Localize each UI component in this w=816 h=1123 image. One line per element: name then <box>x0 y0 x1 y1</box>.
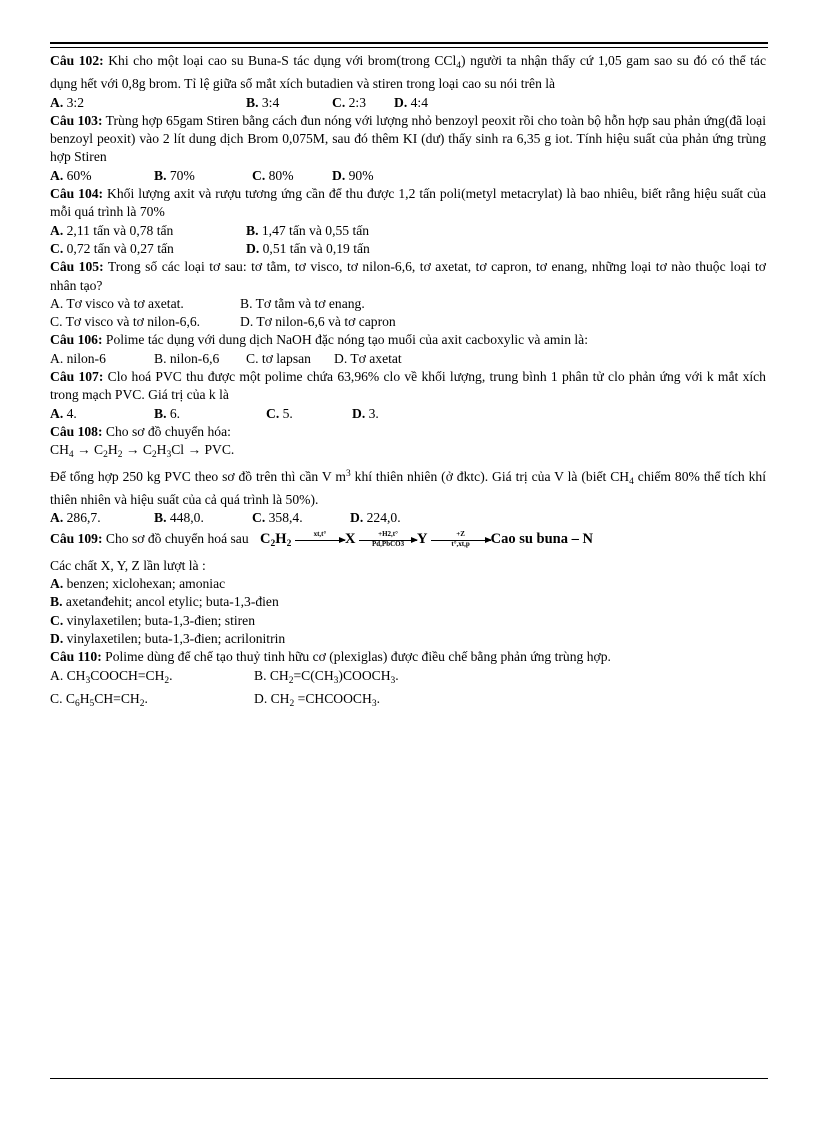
formula-part: . <box>376 690 380 706</box>
subscript: 2 <box>286 539 292 550</box>
question-number: Câu 104: <box>50 186 104 202</box>
option-letter: C. <box>252 167 266 183</box>
arrow-condition: t°,xt,p <box>451 540 470 549</box>
formula-part: C <box>62 690 75 706</box>
option-text: Tơ visco và tơ nilon-6,6. <box>62 314 201 330</box>
option-a[interactable] <box>50 405 154 423</box>
option-letter: D. <box>246 240 260 256</box>
question-number: Câu 108: <box>50 423 103 439</box>
options-108 <box>50 509 766 527</box>
option-d[interactable] <box>246 240 370 258</box>
subscript: 2 <box>270 539 276 550</box>
formula-part: COOCH=CH <box>90 667 165 683</box>
compound-x: X <box>344 531 356 548</box>
option-letter: A. <box>50 405 64 421</box>
option-c[interactable] <box>252 509 350 527</box>
subscript: 2 <box>103 450 108 461</box>
options-105-cd <box>50 313 766 331</box>
option-text: nilon-6 <box>63 350 106 366</box>
question-text: Cho sơ đồ chuyển hoá sau <box>102 531 249 547</box>
arrow-condition: +Z <box>456 530 465 539</box>
arrow-1: → <box>73 442 95 458</box>
subscript: 2 <box>117 450 123 461</box>
option-letter: C. <box>50 314 63 330</box>
option-b[interactable] <box>246 222 369 240</box>
arrow-2 <box>359 531 417 549</box>
options-104-ab <box>50 222 766 240</box>
compound-y: Y <box>417 531 427 548</box>
question-109-prompt <box>50 557 766 575</box>
options-106 <box>50 350 766 368</box>
option-a[interactable] <box>50 222 246 240</box>
option-a[interactable] <box>50 667 254 690</box>
option-letter: D. <box>332 167 346 183</box>
option-text: nilon-6,6 <box>166 350 220 366</box>
option-c[interactable] <box>50 240 246 258</box>
option-letter: B. <box>154 350 167 366</box>
arrow-condition: +H2,t° <box>378 530 398 539</box>
formula-part: H <box>79 690 90 706</box>
conversion-scheme <box>260 530 593 550</box>
option-b[interactable] <box>246 94 332 112</box>
question-104 <box>50 185 766 222</box>
option-letter: C. <box>50 240 64 256</box>
option-d[interactable] <box>394 94 428 112</box>
option-text: 0,72 tấn và 0,27 tấn <box>63 240 174 256</box>
option-text: vinylaxetilen; buta-1,3-đien; stiren <box>63 612 255 628</box>
question-number: Câu 103: <box>50 112 103 128</box>
option-letter: D. <box>254 690 268 706</box>
formula-pvc: PVC. <box>204 442 235 458</box>
question-text: Polime tác dụng với dung dịch NaOH đặc nóng tạo muối của axit cacboxylic và amin là: <box>102 332 588 348</box>
option-text: 224,0. <box>363 510 401 526</box>
question-text: ) người ta nhận thấy cứ 1,05 gam sao su đó có thể tác dụng hết với 0,8g brom. Tỉ lệ giữa số mắt xích butadien và stiren trong loại cao su nói trên là <box>50 53 767 92</box>
question-105 <box>50 258 766 295</box>
option-letter: D. <box>394 94 408 110</box>
question-110 <box>50 648 766 666</box>
options-104-cd <box>50 240 766 258</box>
option-letter: B. <box>154 405 167 421</box>
options-103 <box>50 167 766 185</box>
formula-part: )COOCH <box>338 667 391 683</box>
option-letter: C. <box>50 612 64 628</box>
option-letter: D. <box>240 314 254 330</box>
formula-part: CH <box>267 690 290 706</box>
option-letter: B. <box>154 510 167 526</box>
option-letter: A. <box>50 350 64 366</box>
formula-c2h2: C <box>94 442 104 458</box>
option-text: 60% <box>63 167 92 183</box>
option-c[interactable] <box>252 167 332 185</box>
formula-part: =CHCOOCH <box>294 690 372 706</box>
arrow-1 <box>295 531 345 549</box>
formula-ch4: CH <box>50 442 69 458</box>
options-105-ab <box>50 295 766 313</box>
options-110-ab <box>50 667 766 690</box>
question-108 <box>50 423 766 441</box>
option-d[interactable] <box>332 167 374 185</box>
option-b[interactable] <box>240 295 365 313</box>
subscript: 5 <box>89 698 95 709</box>
subscript: 2 <box>288 675 294 686</box>
formula-c2h3cl: C <box>142 442 152 458</box>
option-b[interactable] <box>154 509 252 527</box>
options-110-cd <box>50 690 766 713</box>
option-letter: D. <box>50 630 64 646</box>
option-text: 358,4. <box>265 510 303 526</box>
option-d[interactable] <box>334 350 402 368</box>
subscript: 2 <box>164 675 170 686</box>
question-text: Khi cho một loại cao su Buna-S tác dụng với brom(trong CCl <box>103 53 457 68</box>
question-number: Câu 107: <box>50 369 104 385</box>
option-d[interactable] <box>240 313 396 331</box>
option-letter: A. <box>50 167 64 183</box>
question-108-body <box>50 465 766 510</box>
page-content <box>50 52 766 713</box>
option-letter: A. <box>50 510 64 526</box>
question-109 <box>50 530 766 553</box>
option-letter: D. <box>352 405 366 421</box>
formula-part: CH <box>63 667 86 683</box>
question-106 <box>50 331 766 349</box>
option-letter: C. <box>252 510 266 526</box>
question-number: Câu 110: <box>50 649 102 665</box>
options-107 <box>50 405 766 423</box>
formula-c2h2: C <box>260 531 271 548</box>
option-a[interactable] <box>50 350 154 368</box>
formula-part: H <box>275 531 287 548</box>
option-text: Tơ visco và tơ axetat. <box>63 295 184 311</box>
option-text: Tơ nilon-6,6 và tơ capron <box>253 314 396 330</box>
option-text: 0,51 tấn và 0,19 tấn <box>259 240 370 256</box>
arrow-3 <box>431 531 491 549</box>
option-text: 5. <box>279 405 293 421</box>
formula-part: . <box>144 690 148 706</box>
option-letter: C. <box>332 94 346 110</box>
reaction-chain <box>50 441 766 464</box>
options-102 <box>50 94 766 112</box>
option-letter: A. <box>50 667 64 683</box>
option-letter: C. <box>50 690 63 706</box>
question-text: chiếm 80% thể tích khí thiên nhiên và hiệu suất của cả quá trình là 50%). <box>50 468 766 507</box>
option-letter: B. <box>154 167 167 183</box>
option-b[interactable] <box>154 350 246 368</box>
product-rubber: Cao su buna – N <box>490 531 593 548</box>
option-letter: B. <box>240 295 253 311</box>
formula-part: H <box>107 442 118 458</box>
option-c[interactable] <box>266 405 352 423</box>
option-letter: D. <box>350 510 364 526</box>
option-text: Tơ axetat <box>347 350 402 366</box>
option-letter: D. <box>334 350 348 366</box>
option-letter: A. <box>50 576 64 592</box>
option-letter: C. <box>266 405 280 421</box>
option-a[interactable] <box>50 295 240 313</box>
option-text: 4:4 <box>407 94 428 110</box>
subscript: 4 <box>68 450 74 461</box>
question-107 <box>50 368 766 405</box>
option-letter: C. <box>246 350 259 366</box>
option-text: 2,11 tấn và 0,78 tấn <box>63 222 174 238</box>
option-d[interactable] <box>350 509 401 527</box>
formula-part: Cl <box>171 442 185 458</box>
formula-part: . <box>169 667 173 683</box>
option-text: 80% <box>265 167 294 183</box>
subscript: 4 <box>456 61 461 71</box>
superscript: 3 <box>345 468 351 479</box>
question-text: Clo hoá PVC thu được một polime chứa 63,96% clo về khối lượng, trung bình 1 phân tử clo phản ứng với k mắt xích trong mạch PVC. Giá trị của k là <box>50 369 766 403</box>
question-text: Trùng hợp 65gam Stiren bằng cách đun nóng với lượng nhỏ benzoyl peoxit rồi cho toàn bộ hỗn hợp sau phản ứng(đã loại benzoyl peoxit) vào 2 lít dung dịch Brom 0,075M, sau đó thêm KI (dư) thấy sinh ra 6,35 g iot. Tính hiệu suất của phản ứng trùng hợp Stiren <box>50 112 766 165</box>
option-d[interactable] <box>254 690 380 713</box>
option-b[interactable] <box>154 405 266 423</box>
option-c[interactable] <box>50 690 254 713</box>
question-number: Câu 106: <box>50 332 103 348</box>
option-text: 3:2 <box>63 94 84 110</box>
option-text: vinylaxetilen; buta-1,3-đien; acrilonitrin <box>63 630 286 646</box>
option-letter: A. <box>50 222 64 238</box>
subscript: 2 <box>139 698 145 709</box>
option-letter: B. <box>246 94 259 110</box>
option-letter: B. <box>246 222 259 238</box>
question-text: Các chất X, Y, Z lần lượt là : <box>50 557 206 573</box>
option-text: 70% <box>166 167 195 183</box>
option-letter: B. <box>50 594 63 610</box>
option-text: 1,47 tấn và 0,55 tấn <box>258 222 370 238</box>
question-103 <box>50 112 766 167</box>
subscript: 3 <box>85 675 91 686</box>
option-d[interactable] <box>352 405 379 423</box>
option-b[interactable] <box>154 167 252 185</box>
arrow-3: → <box>184 442 205 458</box>
top-rule-thin <box>50 47 768 48</box>
option-letter: A. <box>50 295 64 311</box>
option-c[interactable] <box>50 612 766 630</box>
arrow-2: → <box>122 442 143 458</box>
option-text: 3. <box>365 405 379 421</box>
bottom-rule <box>50 1078 768 1079</box>
question-text: Polime dùng để chế tạo thuỷ tinh hữu cơ (plexiglas) được điều chế bằng phản ứng trùng hợp. <box>101 649 611 665</box>
formula-part: CH=CH <box>94 690 140 706</box>
formula-part: . <box>395 667 399 683</box>
subscript: 3 <box>371 698 377 709</box>
option-text: 448,0. <box>166 510 204 526</box>
option-d[interactable] <box>50 630 766 648</box>
option-a[interactable] <box>50 509 154 527</box>
subscript: 2 <box>289 698 295 709</box>
question-number: Câu 109: <box>50 531 103 547</box>
question-number: Câu 105: <box>50 259 104 275</box>
subscript: 6 <box>74 698 80 709</box>
option-c[interactable] <box>246 350 334 368</box>
option-a[interactable] <box>50 94 246 112</box>
question-text: Khối lượng axit và rượu tương ứng cần để thu được 1,2 tấn poli(metyl metacrylat) là bao nhiêu, biết rằng hiệu suất của mỗi quá trình là 70% <box>50 186 766 220</box>
option-a[interactable] <box>50 575 766 593</box>
arrow-condition: Pd,PbCO3 <box>372 540 405 549</box>
subscript: 3 <box>166 450 172 461</box>
option-text: Tơ tằm và tơ enang. <box>252 295 365 311</box>
question-number: Câu 102: <box>50 53 104 68</box>
option-c[interactable] <box>50 313 240 331</box>
option-c[interactable] <box>332 94 394 112</box>
formula-part: CH <box>266 667 289 683</box>
option-b[interactable] <box>254 667 399 690</box>
top-rule <box>50 42 768 44</box>
subscript: 2 <box>151 450 157 461</box>
option-letter: B. <box>254 667 267 683</box>
option-text: 2:3 <box>345 94 366 110</box>
question-text: Trong số các loại tơ sau: tơ tằm, tơ visco, tơ nilon-6,6, tơ axetat, tơ capron, tơ enang, những loại tơ nào thuộc loại tơ nhân tạo? <box>50 259 766 293</box>
formula-part: H <box>156 442 167 458</box>
option-text: tơ lapsan <box>258 350 311 366</box>
question-text: Cho sơ đồ chuyển hóa: <box>102 423 231 439</box>
option-text: axetanđehit; ancol etylic; buta-1,3-đien <box>62 594 279 610</box>
option-text: 3:4 <box>258 94 280 110</box>
option-text: 286,7. <box>63 510 101 526</box>
option-text: 6. <box>166 405 181 421</box>
formula-part: =C(CH <box>293 667 334 683</box>
question-text: Để tổng hợp 250 kg PVC theo sơ đồ trên thì cần V m <box>50 468 346 484</box>
option-letter: A. <box>50 94 64 110</box>
option-text: 4. <box>63 405 77 421</box>
option-a[interactable] <box>50 167 154 185</box>
question-102 <box>50 52 766 94</box>
arrow-condition: xt,t° <box>313 530 327 539</box>
subscript: 3 <box>333 675 339 686</box>
option-text: benzen; xiclohexan; amoniac <box>63 576 226 592</box>
option-b[interactable] <box>50 593 766 611</box>
question-text: khí thiên nhiên (ở đktc). Giá trị của V là (biết CH <box>350 468 630 484</box>
subscript: 4 <box>629 476 634 487</box>
subscript: 3 <box>390 675 396 686</box>
option-text: 90% <box>345 167 374 183</box>
